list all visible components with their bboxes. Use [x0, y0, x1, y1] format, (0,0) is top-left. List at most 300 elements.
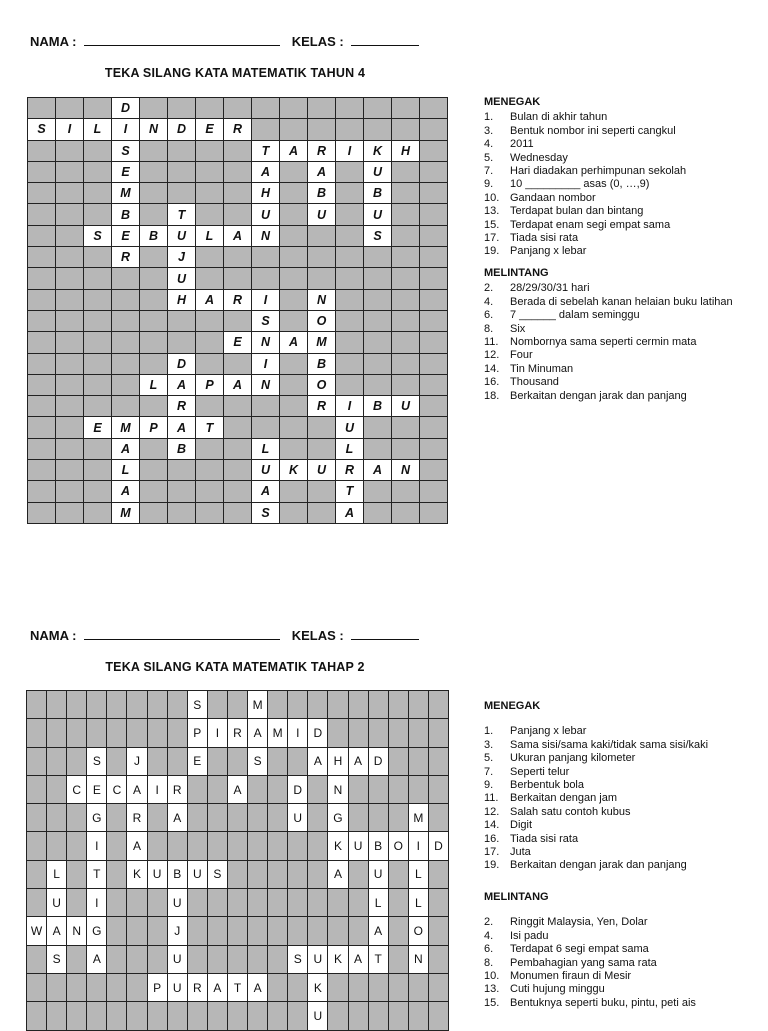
letter-cell: B — [369, 832, 388, 859]
letter-cell: G — [328, 804, 347, 831]
shaded-cell — [84, 268, 111, 288]
shaded-cell — [328, 974, 347, 1001]
letter-cell: I — [87, 832, 106, 859]
shaded-cell — [389, 974, 408, 1001]
clue-number: 9. — [484, 779, 494, 792]
shaded-cell — [107, 861, 126, 888]
shaded-cell — [369, 974, 388, 1001]
shaded-cell — [389, 889, 408, 916]
shaded-cell — [67, 889, 86, 916]
shaded-cell — [188, 1002, 207, 1029]
shaded-cell — [280, 311, 307, 331]
clue-text: Isi padu — [510, 929, 549, 942]
shaded-cell — [280, 98, 307, 118]
clue-number: 17. — [484, 846, 500, 859]
shaded-cell — [336, 119, 363, 139]
shaded-cell — [336, 354, 363, 374]
shaded-cell — [224, 481, 251, 501]
kelas-label: KELAS : — [291, 628, 344, 643]
clue-number: 10. — [484, 191, 500, 204]
shaded-cell — [56, 460, 83, 480]
letter-cell: S — [188, 691, 207, 718]
shaded-cell — [336, 183, 363, 203]
shaded-cell — [280, 247, 307, 267]
shaded-cell — [248, 861, 267, 888]
letter-cell: A — [336, 503, 363, 523]
letter-cell: A — [127, 832, 146, 859]
shaded-cell — [228, 946, 247, 973]
letter-cell: B — [168, 439, 195, 459]
shaded-cell — [196, 481, 223, 501]
shaded-cell — [268, 861, 287, 888]
shaded-cell — [420, 417, 447, 437]
letter-cell: S — [364, 226, 391, 246]
shaded-cell — [280, 439, 307, 459]
clue-item — [484, 323, 733, 336]
clue-item — [484, 376, 733, 389]
shaded-cell — [84, 183, 111, 203]
clue-text: Panjang x lebar — [510, 725, 587, 738]
clue-text: Terdapat bulan dan bintang — [510, 205, 644, 218]
clue-text: Cuti hujung minggu — [510, 983, 605, 996]
letter-cell: M — [112, 183, 139, 203]
shaded-cell — [288, 1002, 307, 1029]
shaded-cell — [409, 1002, 428, 1029]
letter-cell: U — [252, 460, 279, 480]
shaded-cell — [268, 1002, 287, 1029]
puzzle2-clues — [484, 700, 708, 1010]
letter-cell: A — [364, 460, 391, 480]
shaded-cell — [148, 691, 167, 718]
shaded-cell — [349, 974, 368, 1001]
shaded-cell — [364, 332, 391, 352]
letter-cell: M — [248, 691, 267, 718]
shaded-cell — [87, 1002, 106, 1029]
letter-cell: I — [148, 776, 167, 803]
letter-cell: N — [67, 917, 86, 944]
shaded-cell — [67, 861, 86, 888]
clue-item — [484, 205, 733, 218]
letter-cell: A — [328, 861, 347, 888]
menegak-heading-1: MENEGAK — [484, 96, 541, 108]
letter-cell: A — [196, 290, 223, 310]
shaded-cell — [208, 776, 227, 803]
letter-cell: E — [112, 226, 139, 246]
shaded-cell — [56, 481, 83, 501]
shaded-cell — [127, 719, 146, 746]
letter-cell: U — [336, 417, 363, 437]
shaded-cell — [224, 460, 251, 480]
letter-cell: S — [248, 748, 267, 775]
shaded-cell — [349, 917, 368, 944]
clue-item — [484, 983, 708, 996]
letter-cell: R — [228, 719, 247, 746]
clue-text: Ukuran panjang kilometer — [510, 752, 636, 765]
clue-text: Monumen firaun di Mesir — [510, 969, 632, 982]
letter-cell: G — [87, 804, 106, 831]
shaded-cell — [140, 98, 167, 118]
letter-cell: H — [252, 183, 279, 203]
letter-cell: U — [308, 946, 327, 973]
shaded-cell — [420, 481, 447, 501]
shaded-cell — [28, 204, 55, 224]
letter-cell: L — [196, 226, 223, 246]
clue-number: 14. — [484, 819, 500, 832]
shaded-cell — [248, 804, 267, 831]
shaded-cell — [168, 719, 187, 746]
shaded-cell — [208, 946, 227, 973]
shaded-cell — [364, 503, 391, 523]
clue-number: 3. — [484, 738, 494, 751]
clue-number: 3. — [484, 124, 494, 137]
shaded-cell — [84, 396, 111, 416]
shaded-cell — [27, 691, 46, 718]
clue-number: 16. — [484, 376, 500, 389]
letter-cell: A — [224, 226, 251, 246]
shaded-cell — [84, 290, 111, 310]
shaded-cell — [268, 832, 287, 859]
shaded-cell — [268, 974, 287, 1001]
shaded-cell — [224, 396, 251, 416]
shaded-cell — [248, 889, 267, 916]
shaded-cell — [168, 691, 187, 718]
letter-cell: S — [112, 141, 139, 161]
clue-text: Berkaitan dengan jarak dan panjang — [510, 389, 687, 402]
shaded-cell — [349, 776, 368, 803]
shaded-cell — [364, 311, 391, 331]
shaded-cell — [28, 141, 55, 161]
shaded-cell — [224, 98, 251, 118]
shaded-cell — [196, 162, 223, 182]
shaded-cell — [268, 748, 287, 775]
shaded-cell — [28, 247, 55, 267]
letter-cell: C — [67, 776, 86, 803]
letter-cell: R — [224, 290, 251, 310]
shaded-cell — [369, 1002, 388, 1029]
letter-cell: U — [308, 1002, 327, 1029]
shaded-cell — [409, 719, 428, 746]
letter-cell: K — [364, 141, 391, 161]
clue-number: 19. — [484, 859, 500, 872]
shaded-cell — [188, 804, 207, 831]
shaded-cell — [336, 98, 363, 118]
shaded-cell — [140, 247, 167, 267]
letter-cell: A — [280, 332, 307, 352]
clue-number: 6. — [484, 943, 494, 956]
shaded-cell — [336, 375, 363, 395]
letter-cell: U — [392, 396, 419, 416]
clue-item — [484, 725, 708, 738]
letter-cell: U — [364, 162, 391, 182]
shaded-cell — [28, 290, 55, 310]
shaded-cell — [112, 311, 139, 331]
letter-cell: R — [168, 776, 187, 803]
letter-cell: R — [127, 804, 146, 831]
shaded-cell — [67, 804, 86, 831]
shaded-cell — [308, 889, 327, 916]
shaded-cell — [107, 917, 126, 944]
shaded-cell — [127, 889, 146, 916]
shaded-cell — [56, 375, 83, 395]
letter-cell: D — [168, 119, 195, 139]
menegak-heading-2: MENEGAK — [484, 700, 541, 712]
name-class-line-2 — [30, 628, 450, 643]
shaded-cell — [349, 889, 368, 916]
shaded-cell — [196, 204, 223, 224]
letter-cell: L — [252, 439, 279, 459]
clue-text: Berkaitan dengan jarak dan panjang — [510, 859, 687, 872]
shaded-cell — [420, 290, 447, 310]
shaded-cell — [148, 804, 167, 831]
shaded-cell — [148, 719, 167, 746]
shaded-cell — [112, 332, 139, 352]
shaded-cell — [420, 226, 447, 246]
shaded-cell — [420, 439, 447, 459]
letter-cell: I — [56, 119, 83, 139]
shaded-cell — [280, 481, 307, 501]
kelas-blank[interactable] — [351, 35, 419, 46]
letter-cell: P — [188, 719, 207, 746]
clue-item — [484, 739, 708, 752]
shaded-cell — [56, 204, 83, 224]
clue-text: Nombornya sama seperti cermin mata — [510, 335, 697, 348]
shaded-cell — [27, 946, 46, 973]
shaded-cell — [47, 776, 66, 803]
shaded-cell — [392, 226, 419, 246]
shaded-cell — [27, 974, 46, 1001]
clue-number: 8. — [484, 956, 494, 969]
clue-number: 12. — [484, 805, 500, 818]
clue-number: 4. — [484, 295, 494, 308]
shaded-cell — [389, 861, 408, 888]
letter-cell: S — [252, 503, 279, 523]
letter-cell: T — [87, 861, 106, 888]
shaded-cell — [252, 417, 279, 437]
shaded-cell — [208, 691, 227, 718]
clue-text: Terdapat 6 segi empat sama — [510, 943, 649, 956]
shaded-cell — [420, 204, 447, 224]
clue-number: 11. — [484, 792, 499, 805]
letter-cell: O — [389, 832, 408, 859]
shaded-cell — [27, 861, 46, 888]
clue-item — [484, 111, 733, 124]
letter-cell: A — [224, 375, 251, 395]
shaded-cell — [28, 503, 55, 523]
nama-blank[interactable] — [84, 629, 280, 640]
letter-cell: U — [47, 889, 66, 916]
shaded-cell — [252, 268, 279, 288]
clue-item — [484, 296, 733, 309]
shaded-cell — [56, 396, 83, 416]
shaded-cell — [196, 503, 223, 523]
letter-cell: A — [47, 917, 66, 944]
shaded-cell — [107, 691, 126, 718]
letter-cell: N — [409, 946, 428, 973]
shaded-cell — [107, 804, 126, 831]
shaded-cell — [47, 748, 66, 775]
menegak-list-2 — [484, 725, 708, 872]
letter-cell: L — [369, 889, 388, 916]
shaded-cell — [280, 417, 307, 437]
letter-cell: A — [112, 481, 139, 501]
shaded-cell — [308, 832, 327, 859]
letter-cell: I — [112, 119, 139, 139]
shaded-cell — [148, 889, 167, 916]
letter-cell: O — [308, 375, 335, 395]
shaded-cell — [168, 481, 195, 501]
clue-number: 9. — [484, 178, 494, 191]
letter-cell: I — [87, 889, 106, 916]
shaded-cell — [392, 247, 419, 267]
clue-item — [484, 125, 733, 138]
clue-text: Four — [510, 349, 533, 362]
shaded-cell — [389, 719, 408, 746]
shaded-cell — [364, 354, 391, 374]
shaded-cell — [67, 974, 86, 1001]
letter-cell: S — [208, 861, 227, 888]
clue-item — [484, 779, 708, 792]
letter-cell: I — [409, 832, 428, 859]
shaded-cell — [364, 247, 391, 267]
shaded-cell — [308, 861, 327, 888]
shaded-cell — [188, 917, 207, 944]
letter-cell: N — [252, 375, 279, 395]
shaded-cell — [168, 311, 195, 331]
shaded-cell — [328, 889, 347, 916]
shaded-cell — [429, 691, 448, 718]
clue-number: 4. — [484, 929, 494, 942]
clue-number: 17. — [484, 232, 500, 245]
shaded-cell — [392, 183, 419, 203]
nama-label: NAMA : — [30, 34, 77, 49]
clue-item — [484, 336, 733, 349]
shaded-cell — [252, 396, 279, 416]
letter-cell: A — [228, 776, 247, 803]
clue-number: 16. — [484, 832, 500, 845]
letter-cell: D — [288, 776, 307, 803]
shaded-cell — [224, 183, 251, 203]
letter-cell: U — [364, 204, 391, 224]
clue-item — [484, 943, 708, 956]
shaded-cell — [308, 439, 335, 459]
shaded-cell — [84, 311, 111, 331]
letter-cell: O — [308, 311, 335, 331]
shaded-cell — [420, 183, 447, 203]
letter-cell: U — [308, 460, 335, 480]
letter-cell: P — [196, 375, 223, 395]
nama-blank[interactable] — [84, 35, 280, 46]
shaded-cell — [268, 889, 287, 916]
letter-cell: N — [308, 290, 335, 310]
shaded-cell — [188, 946, 207, 973]
nama-label: NAMA : — [30, 628, 77, 643]
clue-number: 19. — [484, 245, 500, 258]
letter-cell: K — [328, 946, 347, 973]
letter-cell: J — [127, 748, 146, 775]
letter-cell: U — [148, 861, 167, 888]
letter-cell: T — [336, 481, 363, 501]
shaded-cell — [420, 141, 447, 161]
shaded-cell — [308, 119, 335, 139]
shaded-cell — [84, 439, 111, 459]
shaded-cell — [140, 162, 167, 182]
shaded-cell — [107, 946, 126, 973]
shaded-cell — [248, 1002, 267, 1029]
clue-number: 7. — [484, 765, 494, 778]
shaded-cell — [389, 917, 408, 944]
shaded-cell — [196, 247, 223, 267]
shaded-cell — [56, 439, 83, 459]
melintang-list-1 — [484, 282, 733, 403]
clue-number: 1. — [484, 725, 494, 738]
shaded-cell — [84, 460, 111, 480]
shaded-cell — [420, 332, 447, 352]
shaded-cell — [47, 691, 66, 718]
letter-cell: H — [168, 290, 195, 310]
clue-text: 28/29/30/31 hari — [510, 282, 590, 295]
clue-item — [484, 192, 733, 205]
letter-cell: L — [336, 439, 363, 459]
letter-cell: S — [87, 748, 106, 775]
letter-cell: E — [196, 119, 223, 139]
name-class-line-1 — [30, 34, 450, 49]
shaded-cell — [84, 481, 111, 501]
shaded-cell — [280, 354, 307, 374]
shaded-cell — [392, 354, 419, 374]
letter-cell: K — [328, 832, 347, 859]
shaded-cell — [47, 804, 66, 831]
letter-cell: C — [107, 776, 126, 803]
shaded-cell — [67, 748, 86, 775]
shaded-cell — [224, 417, 251, 437]
letter-cell: L — [409, 889, 428, 916]
shaded-cell — [280, 290, 307, 310]
letter-cell: R — [336, 460, 363, 480]
shaded-cell — [409, 776, 428, 803]
clue-item — [484, 165, 733, 178]
shaded-cell — [47, 719, 66, 746]
shaded-cell — [168, 183, 195, 203]
shaded-cell — [168, 503, 195, 523]
shaded-cell — [420, 311, 447, 331]
letter-cell: T — [228, 974, 247, 1001]
shaded-cell — [47, 974, 66, 1001]
letter-cell: I — [288, 719, 307, 746]
shaded-cell — [228, 748, 247, 775]
letter-cell: K — [127, 861, 146, 888]
shaded-cell — [148, 832, 167, 859]
letter-cell: A — [369, 917, 388, 944]
shaded-cell — [228, 804, 247, 831]
shaded-cell — [127, 1002, 146, 1029]
letter-cell: I — [336, 141, 363, 161]
shaded-cell — [308, 917, 327, 944]
shaded-cell — [268, 917, 287, 944]
shaded-cell — [429, 1002, 448, 1029]
shaded-cell — [196, 439, 223, 459]
shaded-cell — [288, 917, 307, 944]
shaded-cell — [28, 375, 55, 395]
shaded-cell — [420, 375, 447, 395]
kelas-blank[interactable] — [351, 629, 419, 640]
letter-cell: M — [112, 503, 139, 523]
shaded-cell — [420, 268, 447, 288]
shaded-cell — [28, 332, 55, 352]
shaded-cell — [228, 889, 247, 916]
shaded-cell — [369, 719, 388, 746]
clue-number: 13. — [484, 983, 500, 996]
letter-cell: T — [196, 417, 223, 437]
